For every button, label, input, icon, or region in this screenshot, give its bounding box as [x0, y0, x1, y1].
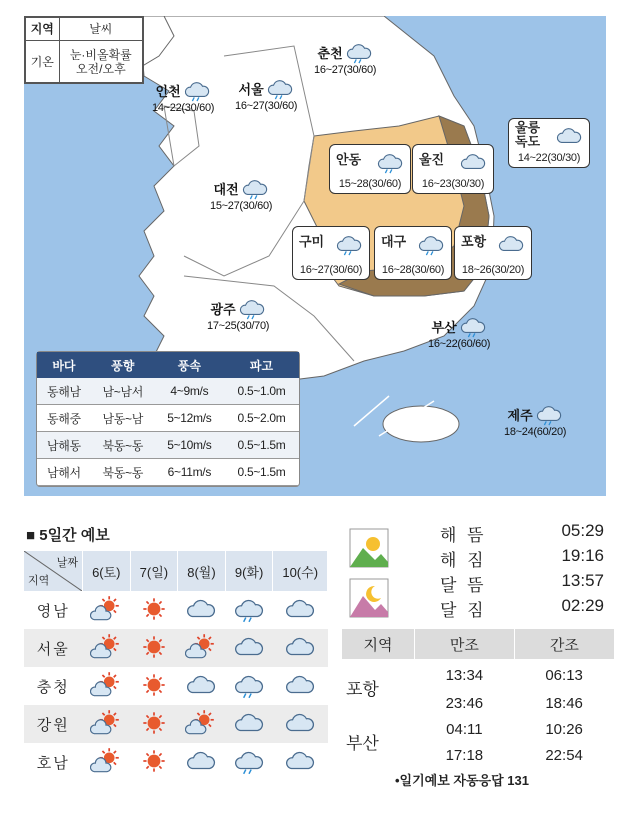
moonrise-icon — [349, 578, 389, 618]
tide-low: 22:54 — [545, 746, 583, 764]
sun-label: 해 짐 — [440, 551, 487, 570]
sea-header: 풍향 — [91, 352, 155, 378]
city-temp: 17~25(30/70) — [207, 320, 270, 332]
forecast-region: 영남 — [36, 602, 70, 620]
sea-cell: 동해중 — [37, 405, 91, 432]
sun-time: 13:57 — [561, 571, 604, 590]
cloud-rain-icon — [238, 296, 266, 320]
tide-place: 포항 — [346, 679, 379, 699]
forecast-cell — [83, 629, 131, 667]
forecast-row — [24, 743, 328, 781]
tide-header: 지역 — [342, 629, 415, 659]
tide-row — [342, 715, 614, 743]
city-4 — [329, 144, 411, 194]
cloud-icon — [284, 709, 316, 737]
sea-cell: 북동~동 — [91, 459, 155, 486]
forecast-cell — [130, 591, 178, 629]
tide-low: 10:26 — [545, 720, 583, 738]
sun-time: 02:29 — [561, 596, 604, 615]
cloud-icon — [233, 709, 265, 737]
sun-cloud-icon — [185, 709, 217, 737]
tide-header: 만조 — [415, 629, 515, 659]
tide-low: 18:46 — [545, 694, 583, 712]
cloud-rain-icon — [233, 747, 265, 775]
city-5 — [412, 144, 494, 194]
city-name: 인천 — [155, 83, 181, 99]
sun-time: 05:29 — [561, 521, 604, 540]
cloud-rain-icon — [417, 232, 445, 256]
sun-cloud-icon — [185, 633, 217, 661]
cloud-rain-icon — [233, 671, 265, 699]
forecast-cell — [178, 629, 226, 667]
sea-row — [37, 378, 299, 405]
cloud-icon — [185, 747, 217, 775]
sun-label: 달 짐 — [440, 601, 487, 620]
sun-cloud-icon — [90, 633, 122, 661]
forecast-cell — [130, 743, 178, 781]
cloud-icon — [284, 747, 316, 775]
cloud-icon — [284, 595, 316, 623]
forecast-row — [24, 591, 328, 629]
cloud-icon — [185, 671, 217, 699]
sea-cell: 5~10m/s — [155, 432, 224, 459]
forecast-table — [24, 551, 328, 781]
city-temp: 18~26(30/20) — [461, 264, 525, 276]
city-name: 울진 — [419, 152, 445, 167]
cloud-rain-icon — [266, 76, 294, 100]
forecast-cell — [225, 667, 273, 705]
sun-label: 달 뜸 — [440, 576, 487, 595]
cloud-icon — [233, 633, 265, 661]
forecast-cell — [273, 629, 328, 667]
sea-cell: 4~9m/s — [155, 378, 224, 405]
sea-cell: 남~남서 — [91, 378, 155, 405]
city-name: 광주 — [210, 301, 236, 317]
city-11 — [428, 314, 490, 350]
sea-cell: 남동~남 — [91, 405, 155, 432]
cloud-rain-icon — [459, 314, 487, 338]
forecast-region: 서울 — [36, 640, 70, 658]
sun-time: 19:16 — [561, 546, 604, 565]
cloud-icon — [555, 124, 583, 148]
sun-icon — [138, 709, 170, 737]
tide-low: 06:13 — [545, 666, 583, 684]
sun-icon — [138, 671, 170, 699]
sun-cloud-icon — [90, 595, 122, 623]
sun-label: 해 뜸 — [440, 526, 487, 545]
cloud-rain-icon — [183, 78, 211, 102]
footer-note: •일기예보 자동응답 131 — [395, 773, 529, 788]
city-name: 대구 — [381, 234, 407, 249]
forecast-cell — [83, 743, 131, 781]
forecast-day: 8(월) — [178, 551, 226, 591]
legend-ampm: 오전/오후 — [75, 61, 126, 76]
forecast-cell — [178, 705, 226, 743]
sea-header: 바다 — [37, 352, 91, 378]
forecast-cell — [83, 667, 131, 705]
tide-high: 23:46 — [445, 694, 484, 712]
tide-header: 간조 — [514, 629, 614, 659]
city-9 — [454, 226, 532, 280]
sun-icon — [138, 633, 170, 661]
forecast-cell — [273, 705, 328, 743]
city-name: 대전 — [213, 181, 239, 197]
forecast-cell — [225, 743, 273, 781]
city-name: 안동 — [336, 152, 362, 167]
city-6 — [210, 176, 272, 212]
forecast-day: 6(토) — [83, 551, 131, 591]
forecast-title: ■ 5일간 예보 — [26, 527, 110, 544]
city-temp: 16~28(30/60) — [381, 264, 445, 276]
cloud-icon — [284, 633, 316, 661]
map-legend — [24, 16, 144, 84]
sunrise-icon — [349, 528, 389, 568]
forecast-day: 10(수) — [273, 551, 328, 591]
forecast-cell — [273, 591, 328, 629]
sea-cell: 0.5~1.5m — [224, 459, 299, 486]
city-name: 구미 — [299, 234, 325, 249]
city-temp: 14~22(30/60) — [152, 102, 215, 114]
city-name: 울릉 독도 — [515, 120, 541, 149]
cloud-rain-icon — [376, 150, 404, 174]
forecast-region: 호남 — [36, 754, 70, 772]
cloud-icon — [497, 232, 525, 256]
city-12 — [504, 402, 566, 438]
legend-weather: 날씨 — [59, 18, 142, 41]
forecast-day: 9(화) — [225, 551, 273, 591]
city-temp: 16~27(30/60) — [235, 100, 298, 112]
forecast-row — [24, 667, 328, 705]
sea-cell: 0.5~1.0m — [224, 378, 299, 405]
legend-prob — [59, 41, 142, 83]
forecast-cell — [273, 667, 328, 705]
tide-high: 13:34 — [445, 666, 484, 684]
legend-precip: 눈·비올확률 — [69, 47, 132, 62]
forecast-cell — [178, 591, 226, 629]
city-temp: 16~22(60/60) — [428, 338, 491, 350]
forecast-region: 충청 — [36, 678, 70, 696]
sea-row — [37, 459, 299, 486]
sun-icon — [138, 747, 170, 775]
city-temp: 15~28(30/60) — [338, 178, 402, 190]
city-10 — [207, 296, 269, 332]
sun-cloud-icon — [90, 747, 122, 775]
city-name: 포항 — [461, 234, 487, 249]
sun-cloud-icon — [90, 671, 122, 699]
legend-region: 지역 — [26, 18, 60, 41]
sea-cell: 5~12m/s — [155, 405, 224, 432]
cloud-rain-icon — [241, 176, 269, 200]
cloud-rain-icon — [345, 40, 373, 64]
sea-table — [36, 351, 300, 487]
city-3 — [508, 118, 590, 168]
sun-cloud-icon — [90, 709, 122, 737]
forecast-cell — [178, 667, 226, 705]
city-temp: 16~23(30/30) — [421, 178, 485, 190]
corner-region: 지역 — [28, 575, 50, 587]
city-name: 부산 — [431, 319, 457, 335]
tide-row — [342, 659, 614, 691]
sea-cell: 남해동 — [37, 432, 91, 459]
forecast-day: 7(일) — [130, 551, 178, 591]
cloud-rain-icon — [233, 595, 265, 623]
city-temp: 16~27(30/60) — [299, 264, 363, 276]
legend-temp: 기온 — [26, 41, 60, 83]
sea-header: 풍속 — [155, 352, 224, 378]
cloud-icon — [284, 671, 316, 699]
sea-cell: 북동~동 — [91, 432, 155, 459]
forecast-cell — [225, 705, 273, 743]
sea-cell: 남해서 — [37, 459, 91, 486]
cloud-icon — [459, 150, 487, 174]
sea-row — [37, 432, 299, 459]
forecast-cell — [130, 667, 178, 705]
city-temp: 15~27(30/60) — [210, 200, 273, 212]
forecast-row — [24, 705, 328, 743]
tide-place: 부산 — [346, 733, 379, 753]
sea-cell: 6~11m/s — [155, 459, 224, 486]
weather-map — [24, 16, 606, 496]
sea-cell: 0.5~1.5m — [224, 432, 299, 459]
city-7 — [292, 226, 370, 280]
cloud-rain-icon — [535, 402, 563, 426]
tide-high: 04:11 — [446, 720, 483, 738]
city-0 — [314, 40, 376, 76]
tide-high: 17:18 — [445, 746, 484, 764]
sea-row — [37, 405, 299, 432]
forecast-corner — [24, 551, 83, 591]
forecast-cell — [83, 591, 131, 629]
forecast-cell — [83, 705, 131, 743]
city-temp: 14~22(30/30) — [517, 152, 581, 164]
city-2 — [235, 76, 297, 112]
sea-cell: 동해남 — [37, 378, 91, 405]
forecast-row — [24, 629, 328, 667]
corner-date: 날짜 — [56, 557, 78, 569]
forecast-cell — [273, 743, 328, 781]
sun-icon — [138, 595, 170, 623]
forecast-cell — [130, 629, 178, 667]
cloud-rain-icon — [335, 232, 363, 256]
city-8 — [374, 226, 452, 280]
forecast-cell — [130, 705, 178, 743]
forecast-cell — [225, 591, 273, 629]
tide-table — [342, 629, 614, 767]
forecast-cell — [225, 629, 273, 667]
city-name: 춘천 — [317, 45, 343, 61]
forecast-region: 강원 — [36, 716, 70, 734]
city-1 — [152, 78, 214, 114]
forecast-cell — [178, 743, 226, 781]
city-temp: 16~27(30/60) — [314, 64, 377, 76]
sea-cell: 0.5~2.0m — [224, 405, 299, 432]
city-temp: 18~24(60/20) — [504, 426, 567, 438]
cloud-icon — [185, 595, 217, 623]
sea-header: 파고 — [224, 352, 299, 378]
city-name: 서울 — [238, 81, 264, 97]
city-name: 제주 — [507, 407, 533, 423]
